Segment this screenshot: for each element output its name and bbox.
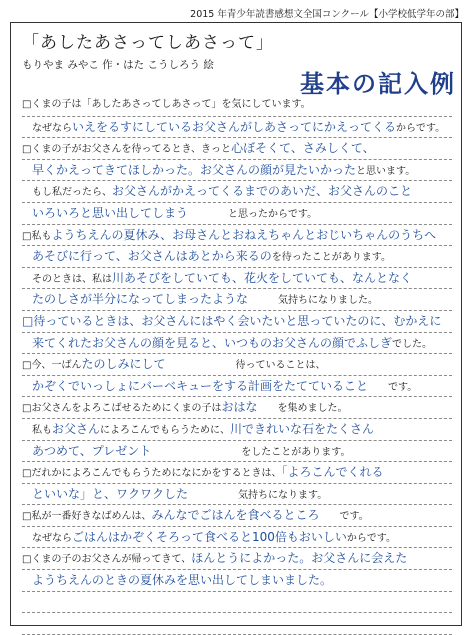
- printed-prompt: 気持ちになりました。: [248, 295, 379, 307]
- printed-prompt: 待っていることは、: [165, 360, 326, 372]
- printed-prompt: と思ったからです。: [188, 208, 318, 220]
- printed-prompt: [22, 490, 32, 501]
- printed-prompt: 私も: [22, 424, 52, 436]
- handwritten-answer: □待っているときは、お父さんにはやく会いたいと思っていたのに、むかえに: [22, 313, 442, 328]
- printed-prompt: です。: [319, 511, 369, 523]
- worksheet-line: [22, 289, 452, 311]
- contest-header: 2015 年青少年読書感想文全国コンクール【小学校低学年の部】: [190, 9, 464, 20]
- printed-prompt: 気持ちになります。: [188, 489, 328, 501]
- printed-prompt: [22, 382, 32, 393]
- handwritten-answer: おはな: [221, 400, 258, 415]
- printed-prompt: によろこんでもらうために、: [100, 424, 231, 436]
- printed-prompt: □くまの子がお父さんを待ってるとき、きっと: [22, 144, 232, 156]
- handwritten-answer: ようちえんのときの夏休みを思い出してしまいました。: [32, 573, 333, 588]
- worksheet-line: [22, 246, 452, 268]
- worksheet-line: [22, 160, 452, 182]
- handwritten-answer: お父さん: [52, 421, 101, 436]
- handwritten-answer: ごはんはかぞくそろって食べると100倍もおいしい: [72, 529, 347, 544]
- worksheet-line: [22, 311, 452, 333]
- worksheet-line: [22, 613, 452, 635]
- printed-prompt: を待ったことがあります。: [271, 252, 391, 264]
- handwritten-answer: あそびに行って、お父さんはあとから来るの: [32, 249, 272, 264]
- worksheet-line: [22, 592, 452, 614]
- handwritten-answer: たのしさが半分になってしまったような: [32, 292, 249, 307]
- worksheet-line: [22, 419, 452, 441]
- printed-prompt: □私も: [22, 230, 52, 242]
- printed-prompt: からです。: [346, 532, 397, 544]
- handwritten-answer: 「よろこんでくれる: [281, 465, 384, 480]
- printed-prompt: です。: [368, 381, 418, 393]
- worksheet-line: [22, 441, 452, 463]
- printed-prompt: [22, 576, 32, 587]
- printed-prompt: [22, 252, 32, 263]
- worksheet-line: [22, 484, 452, 506]
- printed-prompt: なぜなら: [22, 122, 72, 134]
- handwritten-answer: といいな」と、ワクワクした: [32, 486, 189, 501]
- handwritten-answer: お父さんがかえってくるまでのあいだ、お父さんのこと: [112, 184, 413, 199]
- worksheet-line: [22, 117, 452, 139]
- worksheet-line: [22, 354, 452, 376]
- printed-prompt: □くまの子は「あしたあさってしあさって」を気にしています。: [22, 99, 311, 110]
- book-authors: もりやま みやこ 作・はた こうしろう 絵: [22, 59, 214, 71]
- printed-prompt: そのときは、私は: [22, 273, 112, 285]
- printed-prompt: [22, 209, 32, 220]
- worksheet-line: [22, 268, 452, 290]
- worksheet-line: [22, 527, 452, 549]
- printed-prompt: [22, 447, 32, 458]
- handwritten-answer: いろいろと思い出してしまう: [32, 205, 189, 220]
- printed-prompt: [22, 166, 32, 177]
- handwritten-answer: かぞくでいっしょにバーベキューをする計画をたてていること: [32, 378, 369, 393]
- worksheet-line: [22, 570, 452, 592]
- handwritten-answer: 心ぼそくて、さみしくて、: [231, 141, 375, 156]
- handwritten-answer: いえをるすにしているお父さんがしあさってにかえってくる: [72, 119, 397, 134]
- printed-prompt: □だれかによろこんでもらうためになにかをするときは、: [22, 468, 282, 480]
- worksheet-line: [22, 181, 452, 203]
- printed-prompt: □私が一番好きなばめんは、: [22, 511, 152, 523]
- worksheet-line: [22, 462, 452, 484]
- handwritten-answer: たのしみにして: [81, 357, 166, 372]
- worksheet-line: [22, 203, 452, 225]
- handwritten-answer: ようちえんの夏休み、お母さんとおねえちゃんとおじいちゃんのうちへ: [51, 227, 437, 242]
- worksheet-line: [22, 397, 452, 419]
- worksheet-line: [22, 333, 452, 355]
- printed-prompt: でした。: [392, 338, 433, 350]
- printed-prompt: なぜなら: [22, 532, 72, 544]
- printed-prompt: もし私だったら、: [22, 187, 112, 199]
- handwritten-answer: あつめて、プレゼント: [32, 443, 152, 458]
- worksheet-line: [22, 95, 452, 117]
- book-title: 「あしたあさってしあさって」: [22, 33, 274, 53]
- printed-prompt: □お父さんをよろこばせるためにくまの子は: [22, 403, 222, 415]
- printed-prompt: □今、一ばん: [22, 360, 82, 372]
- worksheet-line: [22, 225, 452, 247]
- handwritten-answer: 川あそびをしていても、花火をしていても、なんとなく: [112, 270, 413, 285]
- example-label: 基本の記入例: [300, 69, 456, 98]
- handwritten-answer: ほんとうによかった。お父さんに会えた: [191, 551, 408, 566]
- worksheet-line: [22, 548, 452, 570]
- printed-prompt: と思います。: [356, 165, 416, 177]
- handwritten-answer: みんなでごはんを食べるところ: [151, 508, 320, 523]
- worksheet-line: [22, 505, 452, 527]
- printed-prompt: [22, 339, 32, 350]
- printed-prompt: □くまの子のお父さんが帰ってきて、: [22, 554, 192, 566]
- handwritten-answer: 来てくれたお父さんの顔を見ると、いつものお父さんの顔でふしぎ: [32, 335, 393, 350]
- handwritten-answer: 早くかえってきてほしかった。お父さんの顔が見たいかった: [32, 162, 357, 177]
- worksheet-line: [22, 138, 452, 160]
- worksheet-line: [22, 376, 452, 398]
- printed-prompt: [22, 295, 32, 306]
- printed-prompt: をしたことがあります。: [151, 446, 351, 458]
- writing-lines: [22, 95, 452, 635]
- printed-prompt: からです。: [396, 122, 446, 134]
- printed-prompt: を集めました。: [257, 403, 348, 415]
- handwritten-answer: 川できれいな石をたくさん: [230, 421, 375, 436]
